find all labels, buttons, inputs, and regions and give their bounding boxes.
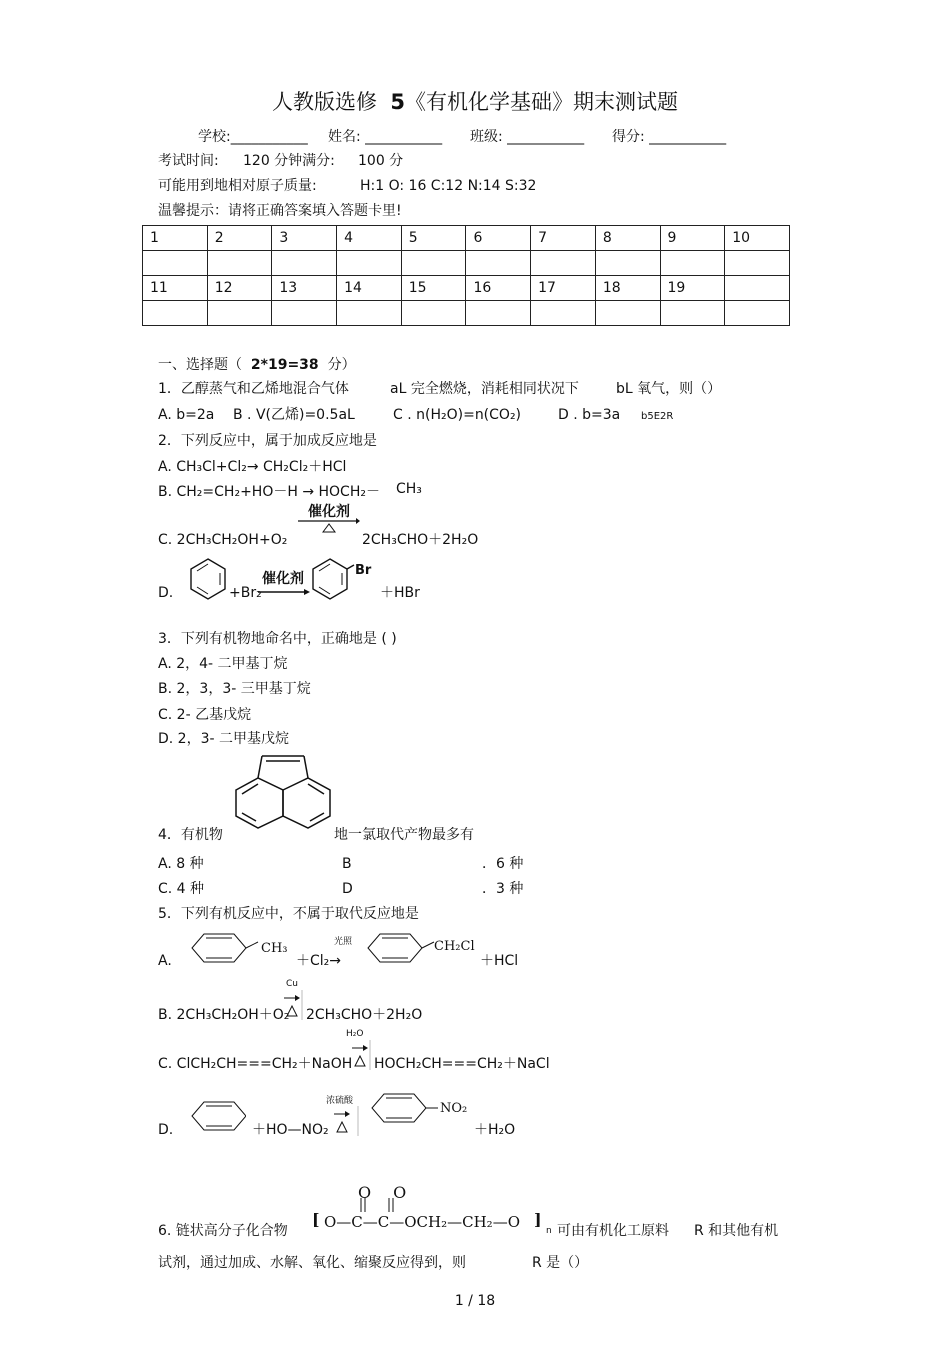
school-field: 学校:___________ [198, 129, 308, 145]
answer-cell[interactable] [595, 251, 660, 276]
answer-cell[interactable] [143, 251, 208, 276]
q3-stem: 3．下列有机物地命名中，正确地是 ( ) [158, 631, 397, 647]
q4-stem: 4．有机物 [158, 827, 223, 843]
cell-num: 15 [401, 276, 466, 301]
section-heading: 一、选择题（ 2*19=38 分） [158, 357, 356, 373]
score-field: 得分: ___________ [612, 129, 727, 145]
answer-cell[interactable] [143, 301, 208, 326]
answer-cell[interactable] [725, 251, 790, 276]
cell-num [725, 276, 790, 301]
answer-header-row-2 [143, 276, 790, 301]
cell-num: 7 [531, 226, 596, 251]
answer-cell[interactable] [725, 301, 790, 326]
cell-num: 1 [143, 226, 208, 251]
cell-num: 17 [531, 276, 596, 301]
page-title: 人教版选修 5《有机化学基础》期末测试题 [272, 90, 678, 114]
answer-cell[interactable] [401, 251, 466, 276]
q5-c-arrow-icon [350, 1040, 372, 1070]
answer-table [142, 225, 790, 326]
q2-option-d-reagent: +Br₂ [229, 585, 262, 601]
tip: 温馨提示：请将正确答案填入答题卡里! [158, 203, 402, 219]
q6-stem: 6. 链状高分子化合物 [158, 1223, 288, 1239]
q2-catalyst-label: 催化剂 [308, 504, 350, 520]
q2-d-arrow-icon [258, 588, 310, 596]
full-score: 100 分 [358, 153, 404, 169]
q2-option-b: B. CH₂=CH₂+HO－H → HOCH₂－ [158, 484, 380, 500]
answer-cell[interactable] [401, 301, 466, 326]
answer-cell[interactable] [660, 251, 725, 276]
nitrobenzene-icon [366, 1090, 446, 1128]
answer-row-1 [143, 251, 790, 276]
q3-option-a: A. 2，4- 二甲基丁烷 [158, 656, 288, 672]
q2-option-b-ch3: CH₃ [396, 481, 422, 497]
q5-b-product: 2CH₃CHO＋2H₂O [306, 1007, 423, 1023]
q4-option-d-letter: D [342, 881, 353, 897]
answer-cell[interactable] [660, 301, 725, 326]
atoms-label: 可能用到地相对原子质量: [158, 178, 317, 194]
q3-option-c: C. 2- 乙基戊烷 [158, 707, 252, 723]
answer-cell[interactable] [531, 251, 596, 276]
q2-option-d-product: ＋HBr [380, 585, 420, 601]
q5-option-b: B. 2CH₃CH₂OH＋O₂ [158, 1007, 290, 1023]
toluene-icon [186, 930, 266, 968]
benzyl-chloride-icon [362, 930, 442, 968]
atoms-values: H:1 O: 16 C:12 N:14 S:32 [360, 178, 537, 194]
q6-carbonyl-o: OO [358, 1183, 429, 1202]
cell-num: 12 [207, 276, 272, 301]
answer-cell[interactable] [337, 251, 402, 276]
q2-option-d: D. [158, 585, 174, 601]
cell-num: 11 [143, 276, 208, 301]
answer-cell[interactable] [531, 301, 596, 326]
answer-cell[interactable] [207, 301, 272, 326]
q1-code: b5E2R [641, 411, 674, 422]
cell-num: 9 [660, 226, 725, 251]
q6-stem-3: R 和其他有机 [694, 1223, 779, 1239]
q5-option-d: D. [158, 1122, 174, 1138]
q5-a-ch2cl: CH₂Cl [434, 939, 475, 954]
q1-option-a: A. b=2a [158, 407, 215, 423]
answer-cell[interactable] [272, 251, 337, 276]
benzene-ring-icon [186, 555, 230, 603]
answer-cell[interactable] [466, 301, 531, 326]
q6-stem-line2b: R 是（） [532, 1255, 589, 1271]
cell-num: 3 [272, 226, 337, 251]
cell-num: 18 [595, 276, 660, 301]
q1-option-b: B . V(乙烯)=0.5aL [233, 407, 355, 423]
q1-stem-3: bL 氧气，则（） [616, 381, 722, 397]
q2-arrow-icon [298, 517, 360, 535]
q4-option-b-letter: B [342, 856, 352, 872]
q4-stem-2: 地一氯取代产物最多有 [334, 827, 474, 843]
q6-polymer-n: n [546, 1226, 552, 1236]
bromo-label: Br [355, 563, 372, 578]
q5-a-ch3: CH₃ [261, 941, 288, 956]
q1-option-d: D . b=3a [558, 407, 621, 423]
q5-option-c: C. ClCH₂CH===CH₂＋NaOH [158, 1056, 353, 1072]
q6-polymer-bracket-close: ] [534, 1210, 542, 1229]
cell-num: 19 [660, 276, 725, 301]
q1-stem-2: aL 完全燃烧，消耗相同状况下 [390, 381, 579, 397]
q5-c-h2o: H₂O [346, 1029, 364, 1039]
cell-num: 2 [207, 226, 272, 251]
exam-time-value: 120 分钟满分: [243, 153, 335, 169]
q6-stem-line2: 试剂，通过加成、水解、氧化、缩聚反应得到，则 [158, 1255, 466, 1271]
q6-polymer-formula: O—C—C—OCH₂—CH₂—O [324, 1213, 520, 1231]
q2-option-c-product: 2CH₃CHO＋2H₂O [362, 532, 479, 548]
q2-d-catalyst-label: 催化剂 [262, 571, 304, 587]
cell-num: 5 [401, 226, 466, 251]
q1-stem: 1．乙醇蒸气和乙烯地混合气体 [158, 381, 349, 397]
q4-option-c: C. 4 种 [158, 881, 205, 897]
q6-polymer-bracket-open: [ [312, 1210, 320, 1229]
q2-option-c: C. 2CH₃CH₂OH+O₂ [158, 532, 288, 548]
q6-stem-2: 可由有机化工原料 [557, 1223, 669, 1239]
q5-d-acid: 浓硫酸 [326, 1096, 354, 1106]
cell-num: 10 [725, 226, 790, 251]
q5-a-product: ＋HCl [480, 953, 519, 969]
q5-d-reagent: ＋HO—NO₂ [252, 1122, 329, 1138]
q4-option-d: ．3 种 [482, 881, 524, 897]
answer-row-2 [143, 301, 790, 326]
acenaphthylene-icon [230, 752, 336, 840]
answer-cell[interactable] [466, 251, 531, 276]
q5-d-no2: NO₂ [440, 1101, 468, 1116]
q4-option-b: ．6 种 [482, 856, 524, 872]
answer-cell[interactable] [595, 301, 660, 326]
q2-stem: 2．下列反应中，属于加成反应地是 [158, 433, 377, 449]
q5-d-product: ＋H₂O [474, 1122, 516, 1138]
cell-num: 4 [337, 226, 402, 251]
cell-num: 6 [466, 226, 531, 251]
q5-a-light: 光照 [334, 937, 353, 947]
q5-b-arrow-icon [282, 990, 304, 1020]
q5-b-cu: Cu [286, 979, 298, 989]
cell-num: 13 [272, 276, 337, 301]
q5-stem: 5．下列有机反应中，不属于取代反应地是 [158, 906, 419, 922]
answer-header-row-1 [143, 226, 790, 251]
q4-option-a: A. 8 种 [158, 856, 204, 872]
q1-option-c: C . n(H₂O)=n(CO₂) [393, 407, 522, 423]
q2-option-a: A. CH₃Cl+Cl₂→ CH₂Cl₂＋HCl [158, 459, 347, 475]
q5-option-a: A. [158, 953, 172, 969]
answer-cell[interactable] [272, 301, 337, 326]
q5-d-arrow-icon [332, 1106, 360, 1136]
benzene-icon [186, 1098, 246, 1136]
class-field: 班级: ___________ [470, 129, 585, 145]
name-field: 姓名: ___________ [328, 129, 443, 145]
cell-num: 16 [466, 276, 531, 301]
answer-cell[interactable] [337, 301, 402, 326]
q5-a-reagent: ＋Cl₂→ [296, 953, 342, 969]
q3-option-b: B. 2，3，3- 三甲基丁烷 [158, 681, 311, 697]
cell-num: 8 [595, 226, 660, 251]
answer-cell[interactable] [207, 251, 272, 276]
exam-time-label: 考试时间: [158, 153, 219, 169]
q3-option-d: D. 2，3- 二甲基戊烷 [158, 731, 289, 747]
cell-num: 14 [337, 276, 402, 301]
page-footer: 1 / 18 [454, 1293, 496, 1309]
q5-c-product: HOCH₂CH===CH₂＋NaCl [374, 1056, 550, 1072]
